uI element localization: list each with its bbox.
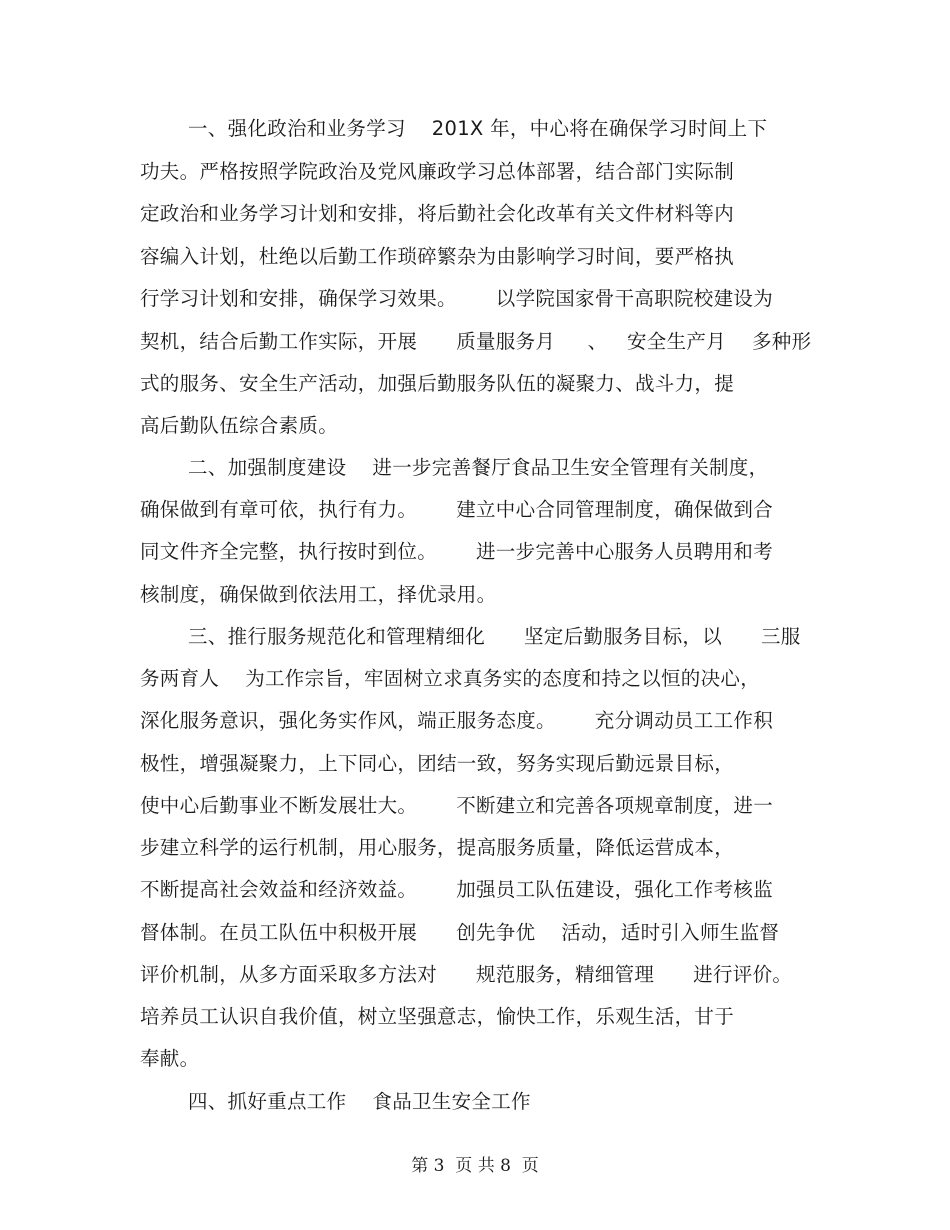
text-line: 行学习计划和安排，确保学习效果。 以学院国家骨干高职院校建设为 <box>140 287 773 310</box>
text-line: 务两育人 为工作宗旨，牢固树立求真务实的态度和持之以恒的决心， <box>140 667 760 690</box>
text-line: 督体制。在员工队伍中积极开展 创先争优 活动，适时引入师生监督 <box>140 921 780 944</box>
text-line: 确保做到有章可依，执行有力。 建立中心合同管理制度，确保做到合 <box>140 498 773 521</box>
text-line: 步建立科学的运行机制，用心服务，提高服务质量，降低运营成本， <box>140 836 735 859</box>
text-line: 三、推行服务规范化和管理精细化 坚定后勤服务目标，以 三服 <box>188 625 801 648</box>
page-number-footer: 第 3 页 共 8 页 <box>411 1156 539 1176</box>
text-line: 评价机制，从多方面采取多方法对 规范服务，精细管理 进行评价。 <box>140 963 793 986</box>
text-line: 定政治和业务学习计划和安排，将后勤社会化改革有关文件材料等内 <box>140 202 735 225</box>
text-line: 深化服务意识，强化务实作风，端正服务态度。 充分调动员工工作积 <box>140 709 773 732</box>
text-line: 培养员工认识自我价值，树立坚强意志，愉快工作，乐观生活，甘于 <box>140 1005 735 1028</box>
text-line: 使中心后勤事业不断发展壮大。 不断建立和完善各项规章制度，进一 <box>140 794 773 817</box>
text-line: 容编入计划，杜绝以后勤工作琐碎繁杂为由影响学习时间，要严格执 <box>140 245 735 268</box>
text-line: 四、抓好重点工作 食品卫生安全工作 <box>188 1090 531 1113</box>
text-line: 式的服务、安全生产活动，加强后勤服务队伍的凝聚力、战斗力，提 <box>140 372 735 395</box>
text-line: 功夫。严格按照学院政治及党风廉政学习总体部署，结合部门实际制 <box>140 160 735 183</box>
text-line: 核制度，确保做到依法用工，择优录用。 <box>140 583 497 606</box>
text-line: 契机，结合后勤工作实际，开展 质量服务月 、 安全生产月 多种形 <box>140 330 812 353</box>
text-line: 不断提高社会效益和经济效益。 加强员工队伍建设，强化工作考核监 <box>140 878 773 901</box>
text-line: 高后勤队伍综合素质。 <box>140 414 339 437</box>
text-line: 极性，增强凝聚力，上下同心，团结一致，努务实现后勤远景目标， <box>140 752 735 775</box>
text-line: 奉献。 <box>140 1047 200 1070</box>
text-line: 一、强化政治和业务学习 201X 年，中心将在确保学习时间上下 <box>188 117 768 140</box>
text-line: 同文件齐全完整，执行按时到位。 进一步完善中心服务人员聘用和考 <box>140 540 773 563</box>
text-line: 二、加强制度建设 进一步完善餐厅食品卫生安全管理有关制度， <box>188 456 769 479</box>
